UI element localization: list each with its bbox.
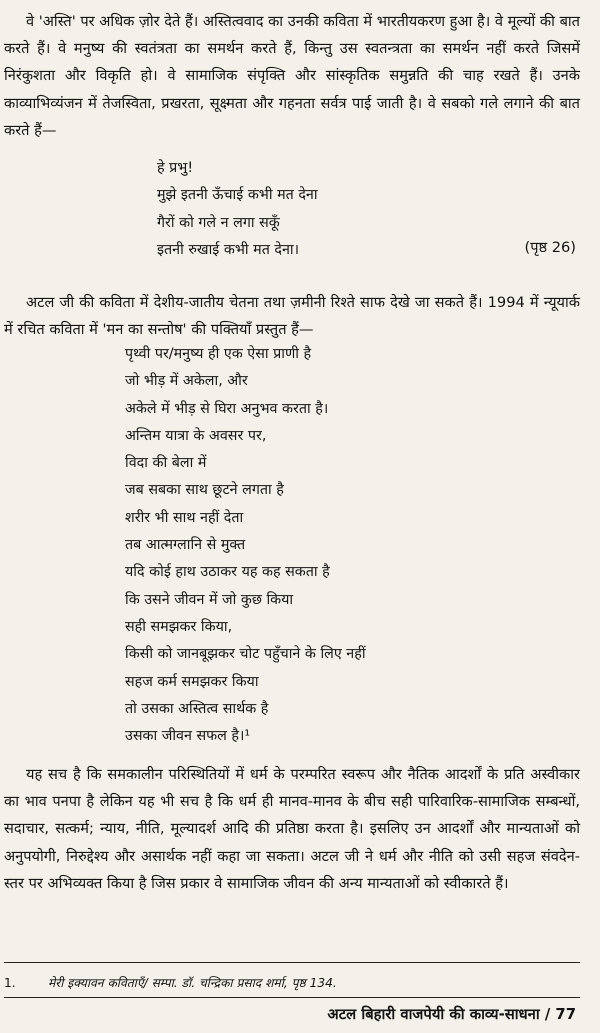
poem-man-ka-santosh [125,341,366,750]
footnote-number: 1. [4,976,16,990]
running-footer: अटल बिहारी वाजपेयी की काव्य-साधना / 77 [327,1006,576,1023]
paragraph-text: अटल जी की कविता में देशीय-जातीय चेतना तथा ज़मीनी रिश्ते साफ देखे जा सकते हैं। 1994 में न्यूयार्क में रचित कविता में 'मन का सन्तोष' की पक्तियाँ प्रस्तुत हैं— [4,294,580,339]
poem-2-line: यदि कोई हाथ उठाकर यह कह सकता है [125,564,330,581]
footnote-text: मेरी इक्यावन कविताएँ/ सम्पा. डॉ. चन्द्रिका प्रसाद शर्मा, पृष्ठ 134. [48,976,337,990]
paragraph-existentialism [4,8,580,144]
paragraph-dharma [4,761,580,897]
poem-1-line: मुझे इतनी ऊँचाई कभी मत देना [157,187,318,204]
paragraph-text: यह सच है कि समकालीन परिस्थितियों में धर्म के परम्परित स्वरूप और नैतिक आदर्शों के प्रति अस्वीकार का भाव पनपा है लेकिन यह भी सच है कि धर्म ही मानव-मानव के बीच सही पारिवारिक-सामाजिक सम्बन्धों, सदाचार, सत्कर्म; न्याय, नीति, मूल्यादर्श आदि की प्रतिष्ठा करता है। इसलिए उन आदर्शों और मान्यताओं को अनुपयोगी, निरुद्देश्य और असार्थक नहीं कहा जा सकता। अटल जी ने धर्म और नीति को उसी सहज संवदेन-स्तर पर अभिव्यक्त किया है जिस प्रकार वे सामाजिक जीवन की अन्य मान्यताओं को स्वीकारते हैं। [4,766,580,892]
footnote [4,974,337,991]
poem-2-line: तब आत्मग्लानि से मुक्त [125,537,246,554]
poem-2-line: उसका जीवन सफल है।¹ [125,728,251,745]
poem-2-line: कि उसने जीवन में जो कुछ किया [125,591,294,608]
page-reference: (पृष्ठ 26) [524,239,576,256]
poem-2-line: अकेले में भीड़ से घिरा अनुभव करता है। [125,400,329,417]
poem-1-line: हे प्रभु! [157,160,194,176]
poem-2-line: सही समझकर किया, [125,618,233,635]
poem-2-line: सहज कर्म समझकर किया [125,673,259,690]
poem-2-line: विदा की बेला में [125,455,207,472]
footnote-divider [4,962,580,963]
poem-1-line: गैरों को गले न लगा सकूँ [157,214,280,231]
poem-2-line: किसी को जानबूझकर चोट पहुँचाने के लिए नहीं [125,646,366,663]
poem-2-line: अन्तिम यात्रा के अवसर पर, [125,427,267,444]
poem-2-line: जो भीड़ में अकेला, और [125,373,248,390]
poem-1-line: इतनी रुखाई कभी मत देना। [157,241,300,258]
poem-he-prabhu [157,155,318,264]
paragraph-national-consciousness [4,289,580,343]
poem-2-line: जब सबका साथ छूटने लगता है [125,482,284,499]
poem-2-line: शरीर भी साथ नहीं देता [125,509,244,526]
footer-divider [4,997,580,998]
paragraph-text: वे 'अस्ति' पर अधिक ज़ोर देते हैं। अस्तित्ववाद का उनकी कविता में भारतीयकरण हुआ है। वे मूल्यों की बात करते हैं। वे मनुष्य की स्वतंत्रता का समर्थन करते हैं, किन्तु उस स्वतन्त्रता का समर्थन नहीं करते जिसमें निरंकुशता और विकृति हो। वे सामाजिक संपृक्ति और सांस्कृतिक समुन्नति की चाह रखते हैं। उनके काव्याभिव्यंजन में तेजस्विता, प्रखरता, सूक्ष्मता और गहनता सर्वत्र पाई जाती है। वे सबको गले लगाने की बात करते हैं— [4,13,580,139]
poem-2-line: पृथ्वी पर/मनुष्य ही एक ऐसा प्राणी है [125,346,312,362]
poem-2-line: तो उसका अस्तित्व सार्थक है [125,700,269,717]
